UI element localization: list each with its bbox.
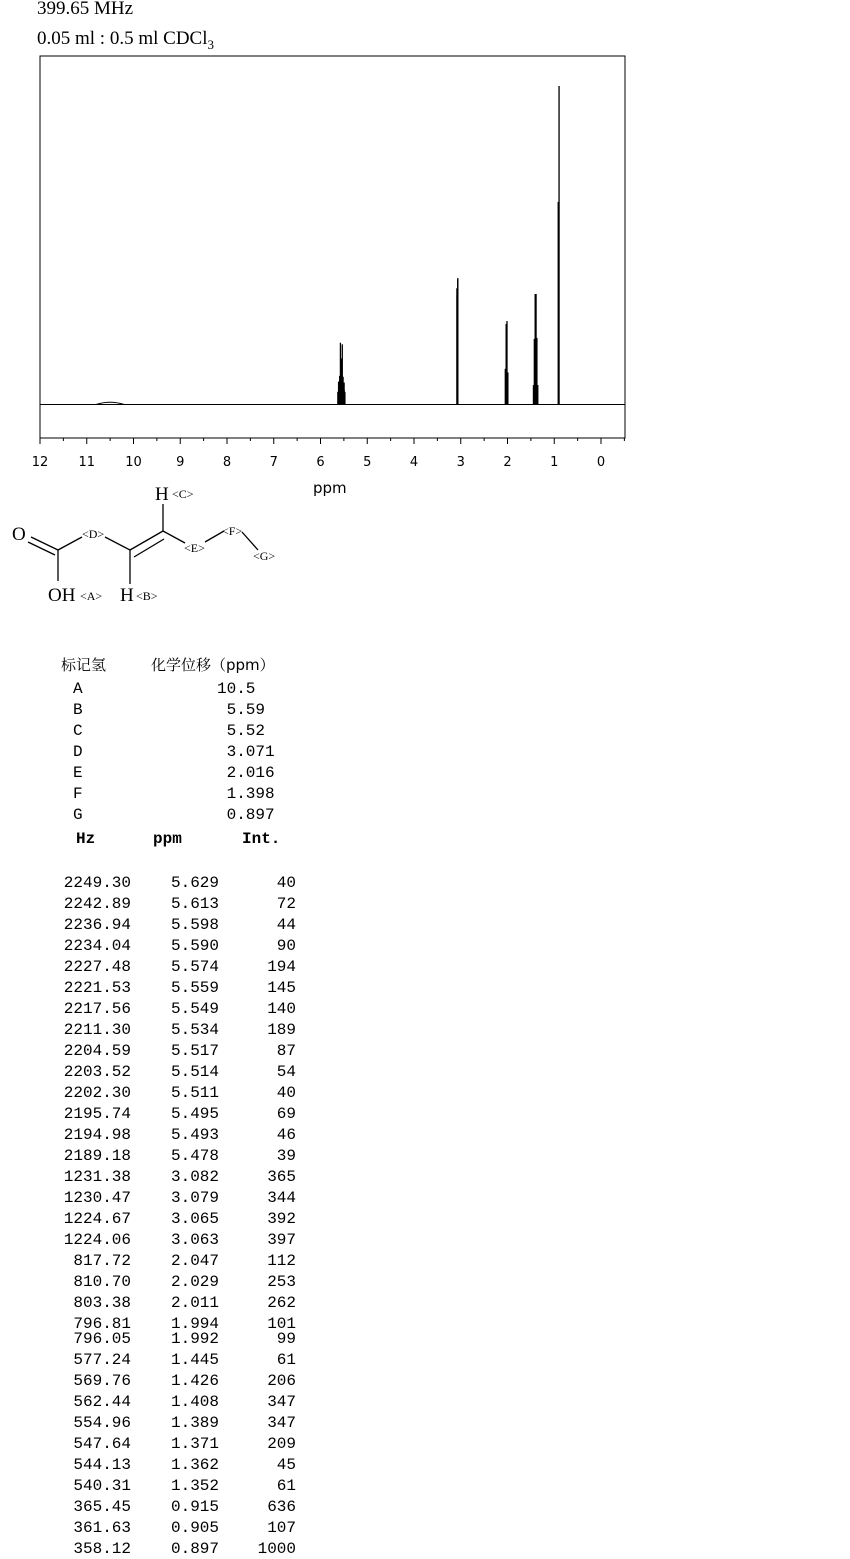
peak-int: 206 [267, 1372, 296, 1390]
assignment-header-hydrogen: 标记氢 [61, 656, 107, 674]
assignment-shift: 5.59 [217, 701, 266, 719]
spectrometer-frequency: 399.65 MHz [37, 0, 134, 19]
x-tick-label: 3 [456, 455, 465, 470]
assignment-label: D [73, 743, 83, 761]
peak-header-int: Int. [242, 830, 281, 848]
peak-ppm: 5.574 [170, 958, 219, 976]
assignment-row [0, 722, 400, 743]
peak-ppm: 2.029 [170, 1273, 219, 1291]
peak-hz: 2236.94 [63, 916, 131, 934]
x-tick-label: 10 [125, 455, 142, 470]
peak-int: 194 [267, 958, 296, 976]
peak-int: 39 [276, 1147, 296, 1165]
peak-hz: 2217.56 [63, 1000, 131, 1018]
peak-hz: 1230.47 [63, 1189, 131, 1207]
atom-o: O [12, 524, 26, 545]
peak-int: 209 [267, 1435, 296, 1453]
peak-int: 344 [267, 1189, 296, 1207]
peak-ppm: 0.905 [170, 1519, 219, 1537]
peak-ppm: 1.408 [170, 1393, 219, 1411]
peak-int: 145 [267, 979, 296, 997]
peak-ppm: 1.426 [170, 1372, 219, 1390]
peak-hz: 1224.06 [63, 1231, 131, 1249]
peak-ppm: 5.534 [170, 1021, 219, 1039]
peak-int: 90 [276, 937, 296, 955]
bond-c3-c4 [130, 531, 163, 550]
bond-c3-c4-double [134, 539, 164, 557]
peak-ppm: 2.047 [170, 1252, 219, 1270]
peak-hz: 547.64 [73, 1435, 131, 1453]
peak-ppm: 3.082 [170, 1168, 219, 1186]
peak-int: 636 [267, 1498, 296, 1516]
peak-ppm: 5.598 [170, 916, 219, 934]
x-tick-label: 1 [550, 455, 559, 470]
peak-hz: 2204.59 [63, 1042, 131, 1060]
peak-hz: 2189.18 [63, 1147, 131, 1165]
peak-ppm: 3.065 [170, 1210, 219, 1228]
peak-ppm: 5.613 [170, 895, 219, 913]
peak-int: 365 [267, 1168, 296, 1186]
peak-ppm: 5.511 [170, 1084, 219, 1102]
peak-hz: 803.38 [73, 1294, 131, 1312]
bond-carbonyl-2 [28, 542, 55, 555]
assignment-shift: 0.897 [217, 806, 275, 824]
peak-int: 61 [276, 1351, 296, 1369]
peak-int: 392 [267, 1210, 296, 1228]
assignment-row [0, 785, 400, 806]
peak-hz: 544.13 [73, 1456, 131, 1474]
peak-hz: 1224.67 [63, 1210, 131, 1228]
x-tick-label: 2 [503, 455, 512, 470]
peak-ppm: 5.478 [170, 1147, 219, 1165]
peak-int: 189 [267, 1021, 296, 1039]
label-g: <G> [253, 549, 276, 563]
peak-int: 112 [267, 1252, 296, 1270]
peak-int: 1000 [257, 1540, 296, 1558]
molecule-structure [0, 478, 300, 613]
peak-ppm: 5.590 [170, 937, 219, 955]
x-tick-label: 5 [363, 455, 372, 470]
peak-int: 107 [267, 1519, 296, 1537]
atom-h-b: H [120, 585, 134, 606]
peak-hz: 2242.89 [63, 895, 131, 913]
peak-hz: 1231.38 [63, 1168, 131, 1186]
peak-ppm: 5.549 [170, 1000, 219, 1018]
peak-int: 46 [276, 1126, 296, 1144]
peak-ppm: 1.445 [170, 1351, 219, 1369]
label-b: <B> [136, 589, 158, 603]
peak-hz: 562.44 [73, 1393, 131, 1411]
peak-int: 40 [276, 1084, 296, 1102]
assignment-shift: 2.016 [217, 764, 275, 782]
x-tick-label: 11 [78, 455, 96, 470]
peak-hz: 569.76 [73, 1372, 131, 1390]
peak-ppm: 0.915 [170, 1498, 219, 1516]
peak-hz: 2203.52 [63, 1063, 131, 1081]
peak-ppm: 3.079 [170, 1189, 219, 1207]
peak-hz: 2202.30 [63, 1084, 131, 1102]
peak-ppm: 3.063 [170, 1231, 219, 1249]
peak-ppm: 5.517 [170, 1042, 219, 1060]
assignment-label: C [73, 722, 83, 740]
label-c: <C> [172, 487, 194, 501]
x-tick-label: 12 [31, 455, 49, 470]
peak-ppm: 5.514 [170, 1063, 219, 1081]
bond-d-c3 [105, 537, 130, 550]
peak-hz: 2221.53 [63, 979, 131, 997]
peak-int: 54 [276, 1063, 296, 1081]
peak-header-hz: Hz [76, 830, 96, 848]
assignment-shift: 10.5 [217, 680, 256, 698]
peak-hz: 358.12 [73, 1540, 131, 1558]
peak-hz: 796.81 [73, 1315, 131, 1333]
x-tick-label: 4 [409, 455, 419, 470]
peak-int: 101 [267, 1315, 296, 1333]
x-axis-ticks [40, 438, 624, 444]
peak-ppm: 1.352 [170, 1477, 219, 1495]
peak-ppm: 1.371 [170, 1435, 219, 1453]
atom-oh: OH [48, 585, 76, 606]
peak-header-ppm: ppm [153, 830, 182, 848]
assignment-label: B [73, 701, 83, 719]
peak-int: 45 [276, 1456, 296, 1474]
peak-hz: 2195.74 [63, 1105, 131, 1123]
x-tick-label: 7 [269, 455, 278, 470]
assignment-shift: 5.52 [217, 722, 266, 740]
bond-c1-d [58, 537, 82, 550]
peak-int: 262 [267, 1294, 296, 1312]
peak-int: 99 [276, 1330, 296, 1348]
bond-carbonyl-1 [31, 537, 58, 550]
label-f: <F> [222, 524, 243, 538]
assignment-row [0, 743, 400, 764]
assignment-shift: 3.071 [217, 743, 275, 761]
x-tick-label: 9 [176, 455, 185, 470]
peak-int: 61 [276, 1477, 296, 1495]
assignment-row [0, 701, 400, 722]
peak-int: 347 [267, 1414, 296, 1432]
peak-int: 397 [267, 1231, 296, 1249]
x-tick-label: 0 [596, 455, 606, 470]
peak-ppm: 1.992 [170, 1330, 219, 1348]
assignment-label: E [73, 764, 83, 782]
peak-int: 72 [276, 895, 296, 913]
spectrum-peaks [96, 86, 559, 405]
peak-int: 40 [276, 874, 296, 892]
peak-hz: 361.63 [73, 1519, 131, 1537]
x-tick-label: 6 [316, 455, 325, 470]
peak-hz: 2227.48 [63, 958, 131, 976]
peak-int: 87 [276, 1042, 296, 1060]
peak-hz: 2249.30 [63, 874, 131, 892]
peak-ppm: 2.011 [170, 1294, 219, 1312]
label-d: <D> [82, 527, 105, 541]
peak-int: 347 [267, 1393, 296, 1411]
peak-ppm: 5.495 [170, 1105, 219, 1123]
peak-ppm: 0.897 [170, 1540, 219, 1558]
peak-hz: 554.96 [73, 1414, 131, 1432]
assignment-label: F [73, 785, 83, 803]
assignment-header-shift: 化学位移（ppm） [151, 656, 275, 674]
peak-hz: 365.45 [73, 1498, 131, 1516]
sample-subscript: 3 [207, 36, 214, 52]
bond-f-g [242, 532, 258, 550]
assignment-shift: 1.398 [217, 785, 275, 803]
assignment-row [0, 680, 400, 701]
peak-int: 69 [276, 1105, 296, 1123]
label-e: <E> [184, 541, 205, 555]
peak-hz: 577.24 [73, 1351, 131, 1369]
assignment-label: G [73, 806, 83, 824]
peak-int: 44 [276, 916, 296, 934]
x-axis-tick-labels [32, 455, 605, 470]
peak-ppm: 5.493 [170, 1126, 219, 1144]
peak-ppm: 5.629 [170, 874, 219, 892]
assignment-row [0, 764, 400, 785]
nmr-spectrum-chart [0, 0, 850, 475]
peak-hz: 2211.30 [63, 1021, 131, 1039]
peak-hz: 810.70 [73, 1273, 131, 1291]
x-tick-label: 8 [222, 455, 232, 470]
sample-text: 0.05 ml : 0.5 ml CDCl [37, 28, 208, 49]
peak-ppm: 1.362 [170, 1456, 219, 1474]
bond-c4-e [163, 531, 185, 543]
peak-ppm: 1.994 [170, 1315, 219, 1333]
assignment-label: A [73, 680, 83, 698]
peak-hz: 817.72 [73, 1252, 131, 1270]
x-axis-label: ppm [313, 479, 347, 497]
peak-hz: 2194.98 [63, 1126, 131, 1144]
atom-h-c: H [155, 484, 169, 505]
peak-ppm: 1.389 [170, 1414, 219, 1432]
peak-int: 140 [267, 1000, 296, 1018]
peak-hz: 2234.04 [63, 937, 131, 955]
peak-hz: 540.31 [73, 1477, 131, 1495]
peak-hz: 796.05 [73, 1330, 131, 1348]
peak-int: 253 [267, 1273, 296, 1291]
peak-ppm: 5.559 [170, 979, 219, 997]
assignment-row [0, 806, 400, 827]
label-a: <A> [80, 589, 103, 603]
